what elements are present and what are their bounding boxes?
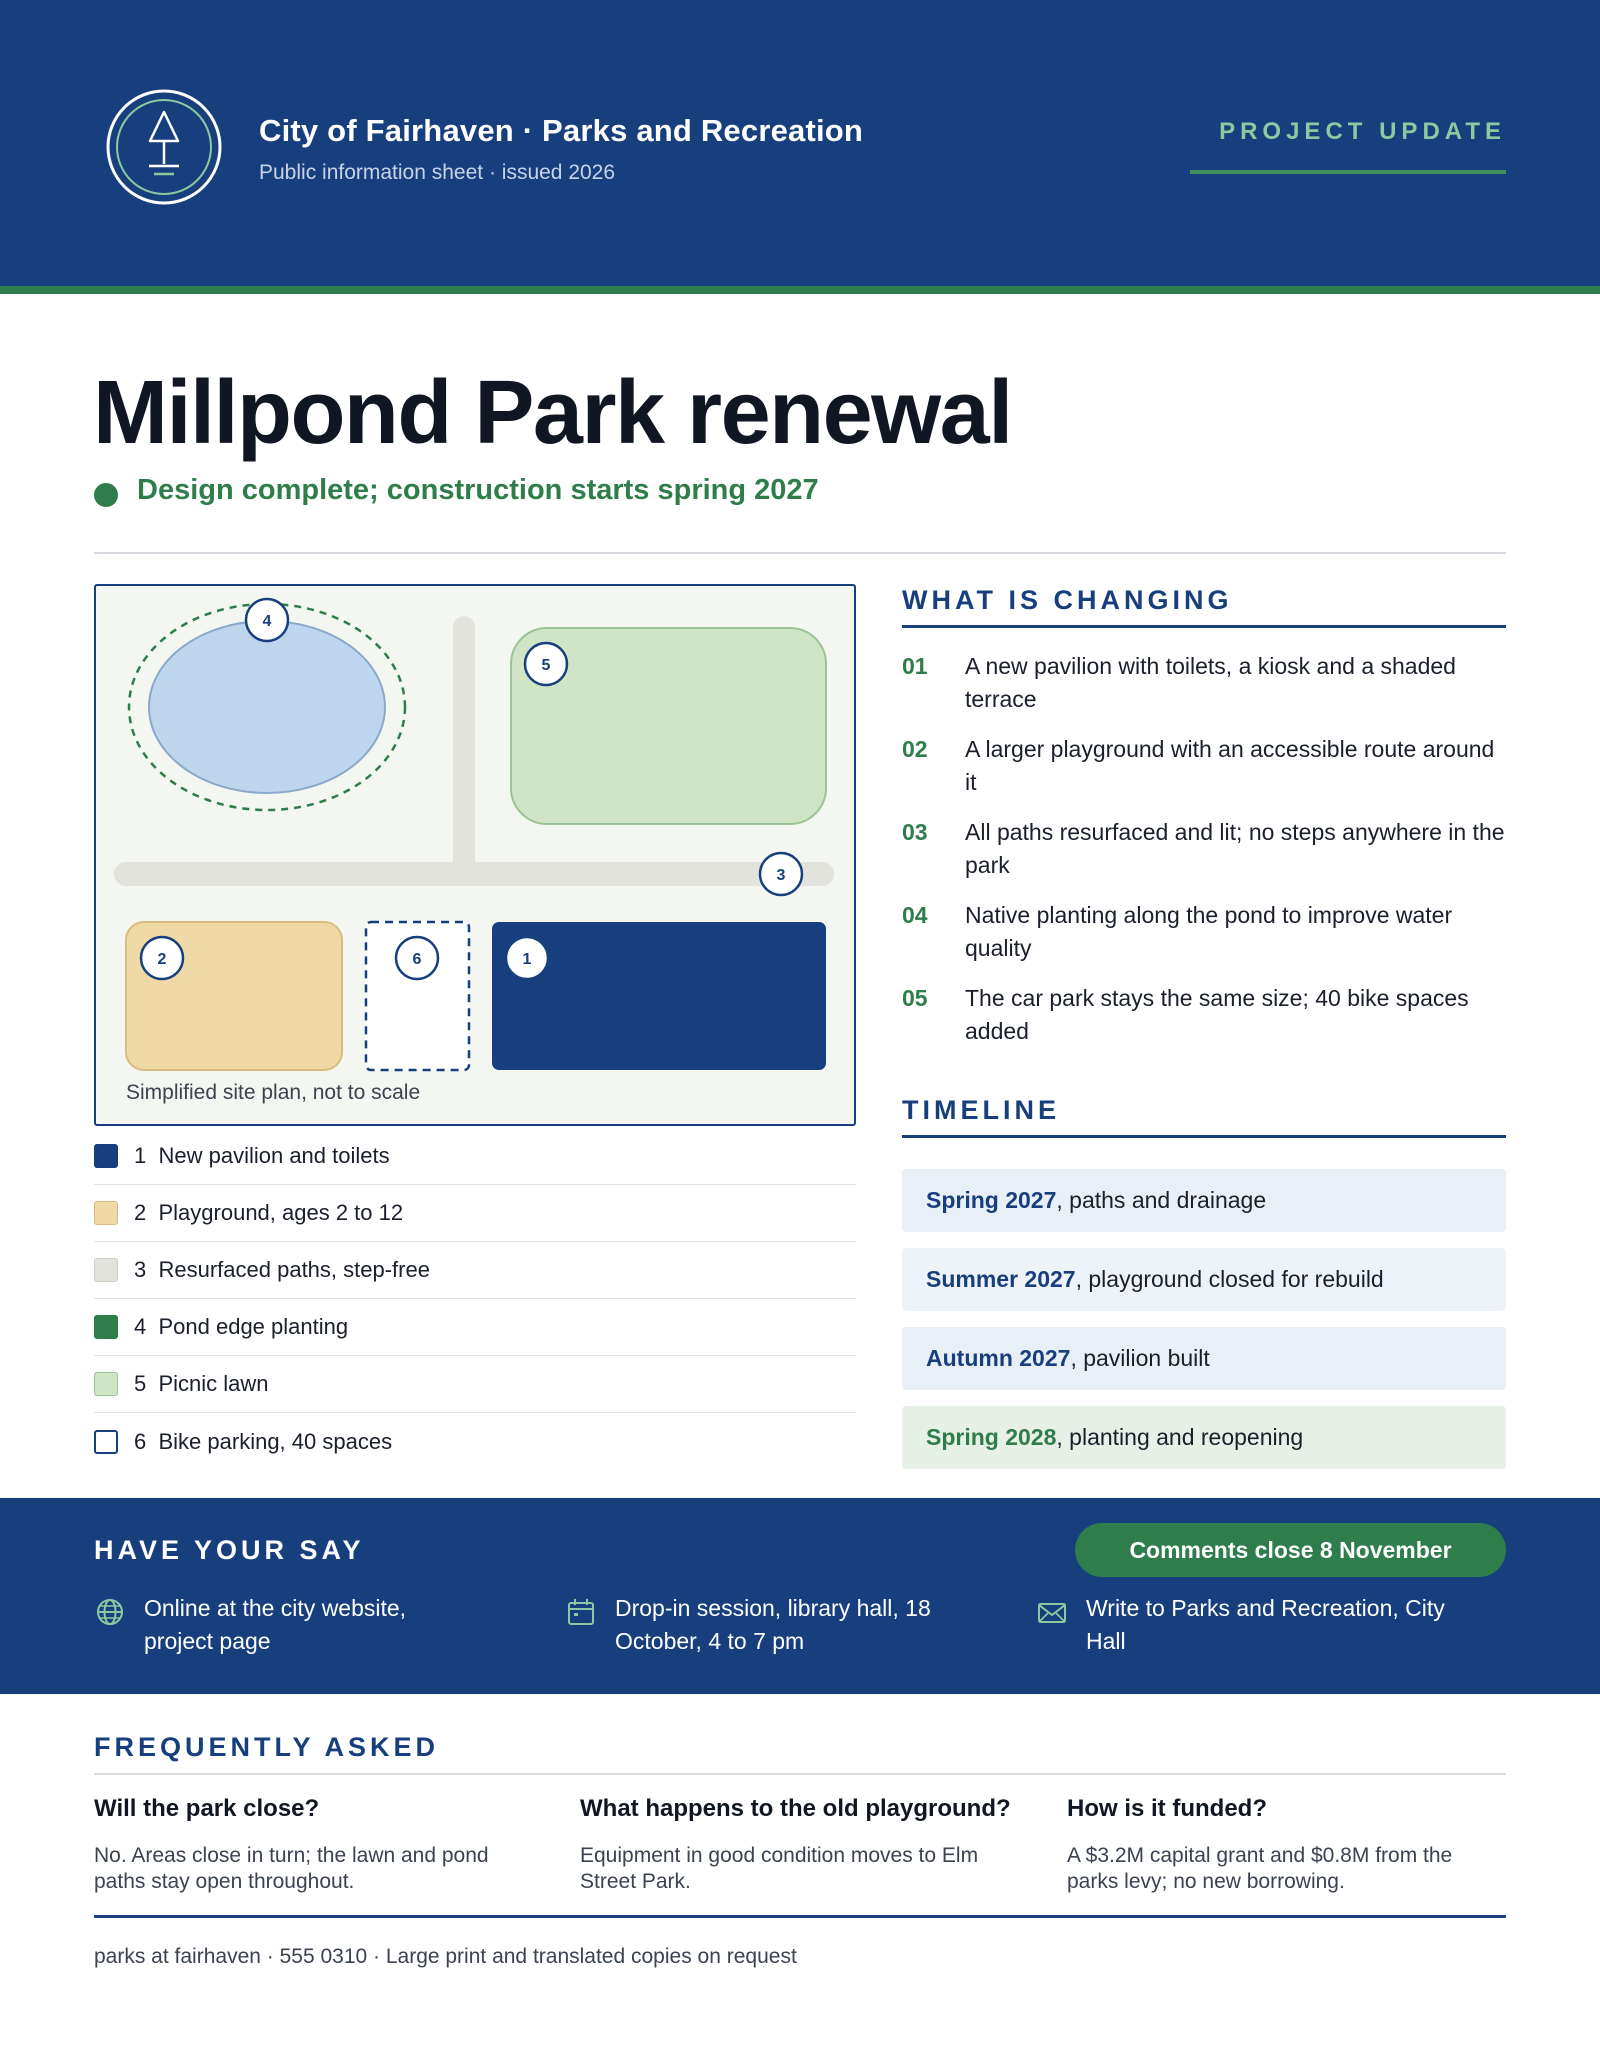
timeline-when: Autumn 2027 (926, 1345, 1071, 1371)
timeline-what: , paths and drainage (1056, 1187, 1267, 1213)
list-item (902, 982, 1506, 1048)
status-text: Design complete; construction starts spring 2027 (137, 474, 819, 506)
legend-item (94, 1242, 856, 1299)
changes-heading: WHAT IS CHANGING (902, 585, 1233, 615)
globe-icon (94, 1596, 126, 1628)
timeline-rule (902, 1135, 1506, 1138)
timeline-item (902, 1406, 1506, 1469)
contact-mail (1036, 1592, 1476, 1658)
timeline-what: , planting and reopening (1056, 1424, 1304, 1450)
have-your-say-heading: HAVE YOUR SAY (94, 1535, 365, 1565)
change-number: 05 (902, 985, 928, 1011)
marker-2-label: 2 (157, 951, 167, 968)
change-text: Native planting along the pond to improve water quality (965, 902, 1453, 961)
legend-swatch (94, 1258, 118, 1282)
header-stripe (0, 286, 1600, 294)
timeline-item (902, 1169, 1506, 1232)
legend-number: 6 (134, 1428, 147, 1454)
legend-swatch (94, 1315, 118, 1339)
changes-rule (902, 625, 1506, 628)
legend-label: Resurfaced paths, step-free (158, 1257, 430, 1282)
contact-online-text: Online at the city website, project page (144, 1595, 407, 1654)
legend-number: 3 (134, 1257, 147, 1282)
marker-2 (141, 937, 183, 979)
project-update-badge: PROJECT UPDATE (1219, 118, 1506, 145)
site-plan-drawing (96, 586, 854, 1124)
timeline-when: Spring 2028 (926, 1424, 1057, 1450)
org-name: City of Fairhaven · Parks and Recreation (259, 113, 864, 148)
legend-label: New pavilion and toilets (158, 1143, 390, 1168)
list-item (902, 816, 1506, 882)
plan-legend (94, 1128, 856, 1470)
list-item (902, 733, 1506, 799)
faq-item (94, 1795, 534, 1895)
path-horizontal (114, 862, 834, 886)
timeline-what: , playground closed for rebuild (1075, 1266, 1384, 1292)
legend-label: Bike parking, 40 spaces (158, 1428, 393, 1454)
faq-item (1067, 1795, 1507, 1895)
plan-caption: Simplified site plan, not to scale (126, 1081, 421, 1104)
footer-rule (94, 1915, 1506, 1918)
legend-label: Picnic lawn (158, 1371, 269, 1396)
legend-number: 2 (134, 1200, 147, 1225)
faq-question: What happens to the old playground? (580, 1795, 1011, 1822)
timeline-list (902, 1169, 1506, 1485)
change-number: 04 (902, 902, 928, 928)
marker-6 (396, 937, 438, 979)
faq-answer: A $3.2M capital grant and $0.8M from the parks levy; no new borrowing. (1067, 1844, 1453, 1893)
header-banner (0, 0, 1600, 286)
change-text: The car park stays the same size; 40 bike spaces added (965, 985, 1469, 1044)
change-number: 03 (902, 819, 928, 845)
legend-swatch (94, 1144, 118, 1168)
legend-label: Pond edge planting (158, 1314, 349, 1339)
tree-logo-icon (105, 88, 223, 206)
marker-5-label: 5 (541, 657, 551, 674)
pond (149, 621, 385, 793)
legend-swatch (94, 1201, 118, 1225)
contact-drop-in-text: Drop-in session, library hall, 18 October, 4 to 7 pm (615, 1595, 931, 1654)
marker-3-label: 3 (776, 867, 786, 884)
change-text: All paths resurfaced and lit; no steps anywhere in the park (965, 819, 1505, 878)
legend-item (94, 1299, 856, 1356)
contact-drop-in (565, 1592, 965, 1658)
legend-item (94, 1128, 856, 1185)
marker-6-label: 6 (412, 951, 422, 968)
legend-number: 4 (134, 1314, 147, 1339)
legend-swatch (94, 1372, 118, 1396)
legend-item (94, 1185, 856, 1242)
change-text: A new pavilion with toilets, a kiosk and a shaded terrace (965, 653, 1456, 712)
change-text: A larger playground with an accessible route around it (965, 736, 1495, 795)
list-item (902, 899, 1506, 965)
faq-answer: Equipment in good condition moves to Elm Street Park. (580, 1844, 979, 1893)
faq-question: Will the park close? (94, 1795, 320, 1822)
change-number: 01 (902, 653, 928, 679)
legend-number: 1 (134, 1143, 147, 1168)
changes-list (902, 650, 1506, 1065)
timeline-when: Summer 2027 (926, 1266, 1076, 1292)
legend-label: Playground, ages 2 to 12 (158, 1200, 404, 1225)
marker-5 (525, 643, 567, 685)
faq-question: How is it funded? (1067, 1795, 1267, 1822)
faq-heading: FREQUENTLY ASKED (94, 1732, 440, 1762)
faq-rule (94, 1773, 1506, 1775)
badge-underline (1190, 170, 1506, 174)
timeline-heading: TIMELINE (902, 1095, 1060, 1125)
timeline-what: , pavilion built (1070, 1345, 1210, 1371)
timeline-when: Spring 2027 (926, 1187, 1057, 1213)
faq-answer: No. Areas close in turn; the lawn and pond paths stay open throughout. (94, 1844, 489, 1893)
faq-item (580, 1795, 1020, 1895)
path-vertical (453, 616, 475, 886)
marker-4 (246, 599, 288, 641)
legend-swatch (94, 1430, 118, 1454)
org-subtitle: Public information sheet · issued 2026 (259, 161, 616, 184)
divider (94, 552, 1506, 554)
deadline-badge: Comments close 8 November (1075, 1523, 1506, 1577)
change-number: 02 (902, 736, 928, 762)
timeline-item (902, 1327, 1506, 1390)
contact-mail-text: Write to Parks and Recreation, City Hall (1086, 1595, 1445, 1654)
marker-1-label: 1 (522, 951, 532, 968)
legend-item (94, 1413, 856, 1470)
legend-item (94, 1356, 856, 1413)
marker-4-label: 4 (262, 613, 272, 630)
page-title: Millpond Park renewal (93, 363, 1012, 463)
site-plan (94, 584, 856, 1126)
marker-1 (506, 937, 548, 979)
mail-icon (1036, 1596, 1068, 1628)
have-your-say-band (0, 1498, 1600, 1694)
status-dot (94, 483, 118, 507)
calendar-icon (565, 1596, 597, 1628)
marker-3 (760, 853, 802, 895)
timeline-item (902, 1248, 1506, 1311)
legend-number: 5 (134, 1371, 147, 1396)
footer-text: parks at fairhaven · 555 0310 · Large print and translated copies on request (94, 1945, 797, 1968)
list-item (902, 650, 1506, 716)
contact-online (94, 1592, 474, 1658)
